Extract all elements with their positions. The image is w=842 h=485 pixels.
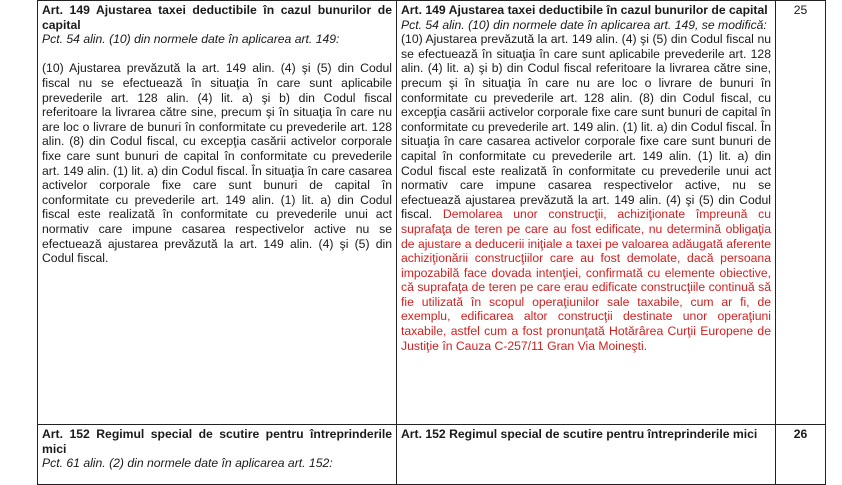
- comparison-table: [37, 0, 826, 485]
- norms-reference: Pct. 61 alin. (2) din normele date în aplicarea art. 152:: [42, 456, 333, 471]
- table-row: [38, 1, 826, 425]
- left-cell-current-text: [38, 1, 397, 425]
- article-body-amendment: Demolarea unor construcţii, achiziţionate împreună cu suprafaţa de teren pe care au fost edificate, nu determină obligaţia de ajustare a deducerii iniţiale a taxei pe valoarea adăugată aferente achiziţionării construcţiilor care au fost demolate, dacă persoana impozabilă face dovada intenţiei, confirmată cu elemente obiective, că suprafaţa de teren pe care erau edificate construcţiile continuă să fie utilizată în scopul operaţiunilor sale taxabile, cum ar fi, de exemplu, edificarea altor construcţii destinate unor operaţiuni taxabile, astfel cum a fost pronunţată Hotărârea Curţii Europene de Justiţie în Cauza C-257/11 Gran Via Moineşti.: [401, 207, 771, 353]
- article-body: (10) Ajustarea prevăzută la art. 149 alin. (4) şi (5) din Codul fiscal nu se efectuează în situaţia în care sunt aplicabile prevederile art. 128 alin. (4) lit. a) şi b) din Codul fiscal referitoare la livrarea către sine, precum şi în situaţia în care nu are loc o livrare de bunuri în conformitate cu prevederile art. 128 alin. (8) din Codul fiscal, cu excepţia casării activelor corporale fixe care sunt bunuri de capital în conformitate cu prevederile art. 149 alin. (1) lit. a) din Codul fiscal. În situaţia în care casarea activelor corporale fixe care sunt bunuri de capital în conformitate cu prevederile art. 149 alin. (1) lit. a) din Codul fiscal este realizată în conformitate cu prevederile unui act normativ care impune casarea respectivelor active nu se efectuează ajustarea prevăzută la art. 149 alin. (4) şi (5) din Codul fiscal.: [42, 61, 392, 266]
- article-body: [401, 32, 771, 353]
- left-cell-current-text: [38, 425, 397, 485]
- article-title: Art. 149 Ajustarea taxei deductibile în cazul bunurilor de capital: [401, 3, 768, 17]
- article-body-unchanged: (10) Ajustarea prevăzută la art. 149 alin. (4) şi (5) din Codul fiscal nu se efectuează în situaţia în care sunt aplicabile prevederile art. 128 alin. (4) lit. a) şi b) din Codul fiscal referitoare la livrarea către sine, precum şi în situaţia în care nu are loc o livrare de bunuri în conformitate cu prevederile art. 128 alin. (8) din Codul fiscal, cu excepţia casării activelor corporale fixe care sunt bunuri de capital în conformitate cu prevederile art. 149 alin. (1) lit. a) din Codul fiscal. În situaţia în care casarea activelor corporale fixe care sunt bunuri de capital în conformitate cu prevederile art. 149 alin. (1) lit. a) din Codul fiscal este realizată în conformitate cu prevederile unui act normativ care impune casarea respectivelor active, nu se efectuează ajustarea prevăzută la art. 149 alin. (4) şi (5) din Codul fiscal.: [401, 32, 771, 222]
- article-title: Art. 152 Regimul special de scutire pentru întreprinderile mici: [42, 427, 392, 456]
- row-number: 26: [776, 425, 826, 485]
- norms-reference: Pct. 54 alin. (10) din normele date în aplicarea art. 149:: [42, 32, 340, 47]
- article-title: Art. 152 Regimul special de scutire pentru întreprinderile mici: [401, 427, 758, 441]
- article-title: Art. 149 Ajustarea taxei deductibile în cazul bunurilor de capital: [42, 3, 392, 32]
- table-row: [38, 425, 826, 485]
- right-cell-proposed-text: [397, 1, 776, 425]
- right-cell-proposed-text: [397, 425, 776, 485]
- row-number: 25: [776, 1, 826, 425]
- norms-reference: Pct. 54 alin. (10) din normele date în aplicarea art. 149, se modifică:: [401, 17, 767, 32]
